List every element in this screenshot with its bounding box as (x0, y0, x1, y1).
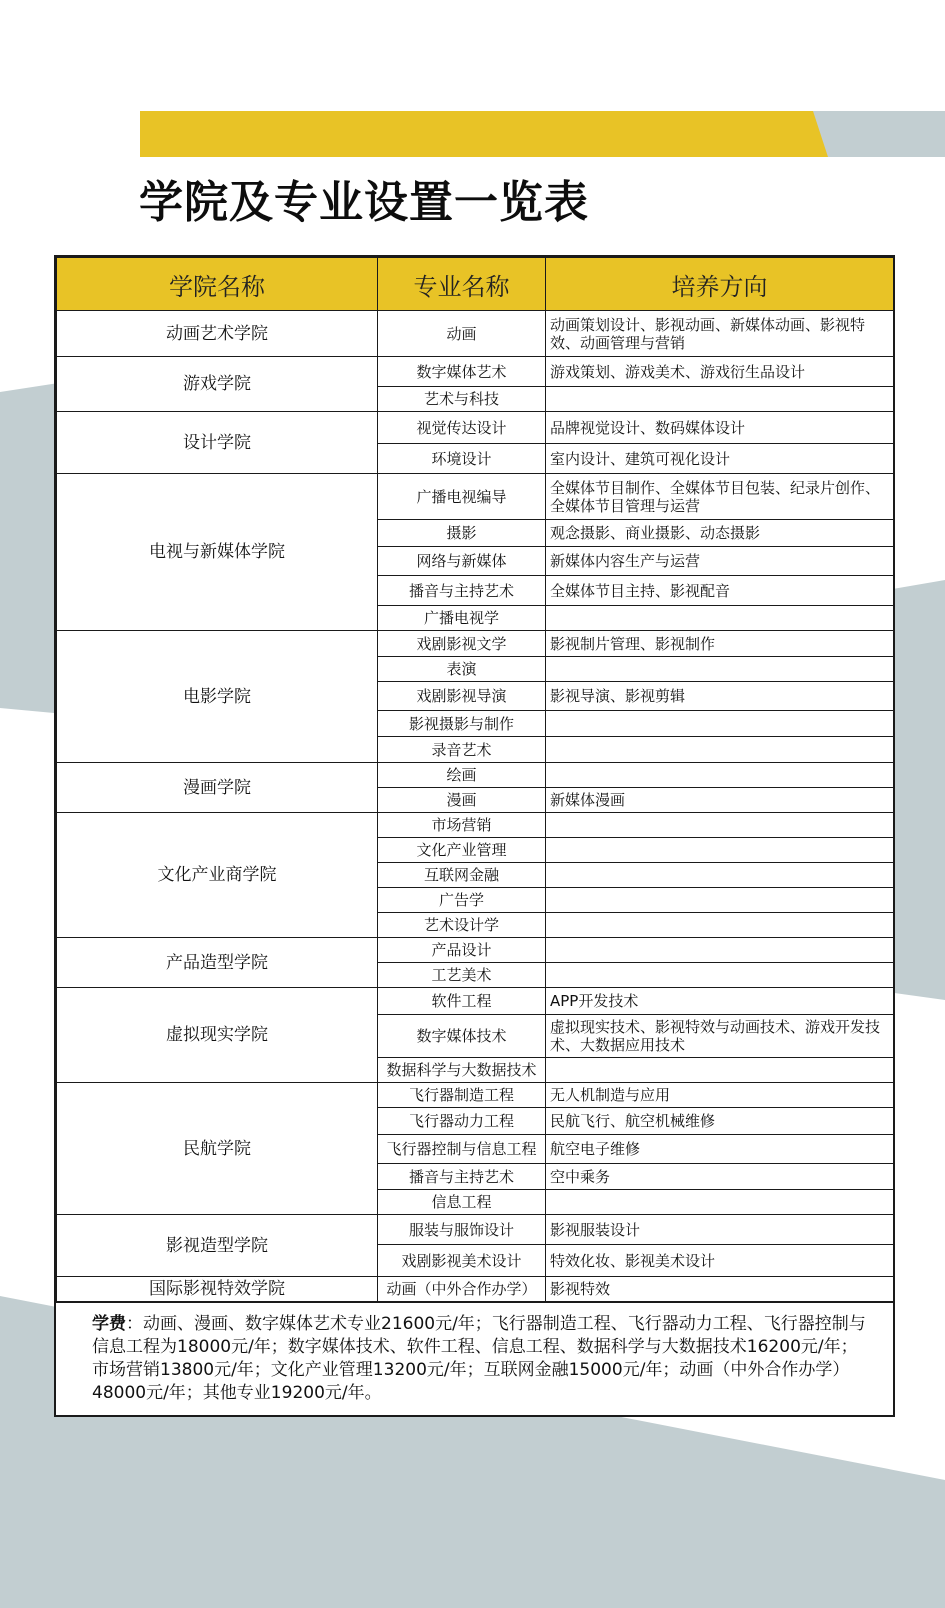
training-direction (546, 737, 894, 763)
table-row (57, 938, 894, 963)
training-direction: 民航飞行、航空机械维修 (546, 1108, 894, 1135)
major-name: 飞行器控制与信息工程 (378, 1135, 546, 1164)
college-name: 动画艺术学院 (57, 311, 378, 357)
training-direction (546, 813, 894, 838)
major-name: 艺术设计学 (378, 913, 546, 938)
major-name: 网络与新媒体 (378, 547, 546, 576)
college-name: 民航学院 (57, 1083, 378, 1215)
training-direction: 特效化妆、影视美术设计 (546, 1245, 894, 1277)
major-name: 广告学 (378, 888, 546, 913)
major-name: 广播电视编导 (378, 474, 546, 520)
training-direction: 影视特效 (546, 1277, 894, 1302)
major-name: 录音艺术 (378, 737, 546, 763)
college-name: 虚拟现实学院 (57, 988, 378, 1083)
college-name: 国际影视特效学院 (57, 1277, 378, 1302)
tuition-note (56, 1302, 893, 1415)
major-name: 视觉传达设计 (378, 412, 546, 444)
training-direction: 新媒体漫画 (546, 788, 894, 813)
table-row (57, 311, 894, 357)
training-direction (546, 963, 894, 988)
major-name: 数据科学与大数据技术 (378, 1058, 546, 1083)
yellow-banner (140, 111, 828, 157)
major-name: 服装与服饰设计 (378, 1215, 546, 1245)
training-direction: 虚拟现实技术、影视特效与动画技术、游戏开发技术、大数据应用技术 (546, 1015, 894, 1058)
header-major: 专业名称 (378, 258, 546, 311)
major-name: 漫画 (378, 788, 546, 813)
training-direction: APP开发技术 (546, 988, 894, 1015)
program-table-card (54, 255, 895, 1417)
training-direction: 全媒体节目制作、全媒体节目包装、纪录片创作、全媒体节目管理与运营 (546, 474, 894, 520)
training-direction (546, 913, 894, 938)
table-row (57, 1277, 894, 1302)
college-name: 漫画学院 (57, 763, 378, 813)
major-name: 环境设计 (378, 444, 546, 474)
major-name: 工艺美术 (378, 963, 546, 988)
table-row (57, 357, 894, 387)
training-direction (546, 838, 894, 863)
training-direction: 全媒体节目主持、影视配音 (546, 576, 894, 606)
training-direction: 影视导演、影视剪辑 (546, 682, 894, 711)
training-direction: 动画策划设计、影视动画、新媒体动画、影视特效、动画管理与营销 (546, 311, 894, 357)
training-direction: 室内设计、建筑可视化设计 (546, 444, 894, 474)
major-name: 市场营销 (378, 813, 546, 838)
major-name: 数字媒体艺术 (378, 357, 546, 387)
major-name: 戏剧影视美术设计 (378, 1245, 546, 1277)
training-direction (546, 657, 894, 682)
training-direction: 空中乘务 (546, 1164, 894, 1190)
page-title: 学院及专业设置一览表 (139, 177, 589, 228)
major-name: 播音与主持艺术 (378, 1164, 546, 1190)
tuition-label: 学费 (92, 1314, 126, 1334)
training-direction: 航空电子维修 (546, 1135, 894, 1164)
table-row (57, 988, 894, 1015)
major-name: 戏剧影视文学 (378, 631, 546, 657)
training-direction (546, 938, 894, 963)
training-direction (546, 1058, 894, 1083)
major-name: 表演 (378, 657, 546, 682)
major-name: 艺术与科技 (378, 387, 546, 412)
table-row (57, 631, 894, 657)
major-name: 文化产业管理 (378, 838, 546, 863)
major-name: 影视摄影与制作 (378, 711, 546, 737)
college-name: 影视造型学院 (57, 1215, 378, 1277)
training-direction (546, 1190, 894, 1215)
tuition-text: ：动画、漫画、数字媒体艺术专业21600元/年；飞行器制造工程、飞行器动力工程、飞行器控制与信息工程为18000元/年；数字媒体技术、软件工程、信息工程、数据科学与大数据技术16200元/年；市场营销13800元/年；文化产业管理13200元/年；互联网金融15000元/年；动画（中外合作办学）48000元/年；其他专业19200元/年。 (92, 1314, 866, 1403)
college-name: 文化产业商学院 (57, 813, 378, 938)
table-row (57, 1215, 894, 1245)
header-college: 学院名称 (57, 258, 378, 311)
gray-band-right (810, 111, 945, 157)
table-row (57, 474, 894, 520)
college-name: 游戏学院 (57, 357, 378, 412)
training-direction (546, 387, 894, 412)
table-row (57, 813, 894, 838)
college-name: 电影学院 (57, 631, 378, 763)
major-name: 摄影 (378, 520, 546, 547)
major-name: 产品设计 (378, 938, 546, 963)
training-direction: 影视服装设计 (546, 1215, 894, 1245)
table-body (57, 311, 894, 1302)
training-direction: 品牌视觉设计、数码媒体设计 (546, 412, 894, 444)
major-name: 数字媒体技术 (378, 1015, 546, 1058)
college-name: 产品造型学院 (57, 938, 378, 988)
training-direction: 影视制片管理、影视制作 (546, 631, 894, 657)
header-direction: 培养方向 (546, 258, 894, 311)
major-name: 飞行器动力工程 (378, 1108, 546, 1135)
training-direction (546, 863, 894, 888)
college-name: 电视与新媒体学院 (57, 474, 378, 631)
major-name: 戏剧影视导演 (378, 682, 546, 711)
training-direction: 观念摄影、商业摄影、动态摄影 (546, 520, 894, 547)
major-name: 播音与主持艺术 (378, 576, 546, 606)
major-name: 动画（中外合作办学） (378, 1277, 546, 1302)
table-row (57, 1083, 894, 1108)
training-direction: 新媒体内容生产与运营 (546, 547, 894, 576)
training-direction (546, 606, 894, 631)
table-row (57, 412, 894, 444)
training-direction (546, 763, 894, 788)
major-name: 软件工程 (378, 988, 546, 1015)
training-direction: 无人机制造与应用 (546, 1083, 894, 1108)
training-direction: 游戏策划、游戏美术、游戏衍生品设计 (546, 357, 894, 387)
major-name: 绘画 (378, 763, 546, 788)
major-name: 信息工程 (378, 1190, 546, 1215)
major-name: 广播电视学 (378, 606, 546, 631)
training-direction (546, 711, 894, 737)
table-row (57, 763, 894, 788)
major-name: 互联网金融 (378, 863, 546, 888)
college-name: 设计学院 (57, 412, 378, 474)
major-name: 动画 (378, 311, 546, 357)
major-name: 飞行器制造工程 (378, 1083, 546, 1108)
table-header-row (57, 258, 894, 311)
program-table (56, 257, 894, 1302)
training-direction (546, 888, 894, 913)
